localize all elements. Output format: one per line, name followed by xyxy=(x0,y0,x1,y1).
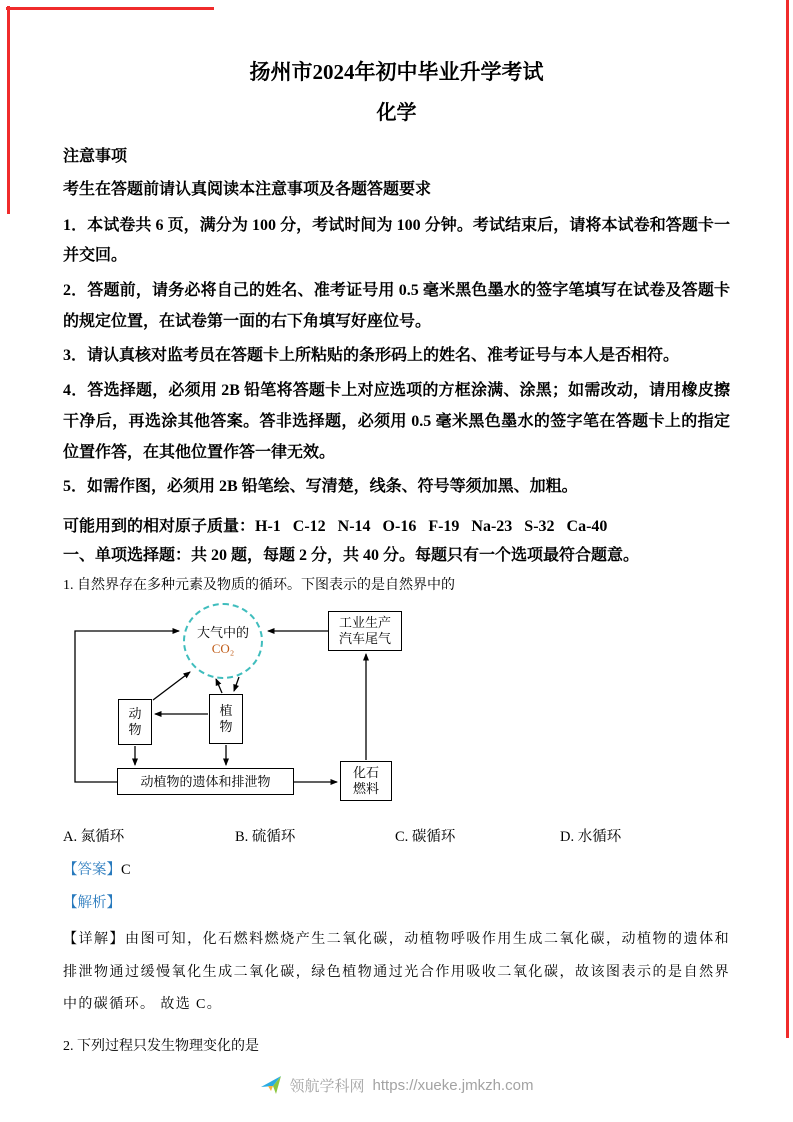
fossil-fuel-node xyxy=(340,761,392,801)
question-1-options xyxy=(63,825,730,846)
co2-formula: CO₂ xyxy=(211,641,235,657)
atmosphere-label: 大气中的 xyxy=(196,625,249,641)
analysis-line xyxy=(63,891,730,912)
carbon-cycle-diagram xyxy=(63,601,425,815)
industry-label-line1: 工业生产 xyxy=(338,614,391,630)
atmosphere-co2-node xyxy=(183,603,263,679)
option-d: D. 水循环 xyxy=(560,829,622,846)
plant-label-line1: 植 xyxy=(219,702,233,718)
notice-item-3: 3．请认真核对监考员在答题卡上所粘贴的条形码上的姓名、准考证号与本人是否相符。 xyxy=(63,347,680,365)
fossil-label-line1: 化石 xyxy=(352,764,379,780)
notice-item-5: 5．如需作图，必须用 2B 铅笔绘、写清楚，线条、符号等须加黑、加粗。 xyxy=(63,478,578,496)
industry-label-line2: 汽车尾气 xyxy=(338,631,391,647)
notice-heading: 注意事项 xyxy=(63,148,128,165)
notice-intro: 考生在答题前请认真阅读本注意事项及各题答题要求 xyxy=(63,180,432,198)
exam-subject: 化学 xyxy=(376,102,417,124)
animal-label-line1: 动 xyxy=(128,705,142,721)
section-one-heading: 一、单项选择题：共 20 题，每题 2 分，共 40 分。每题只有一个选项最符合题意。 xyxy=(63,547,640,565)
answer-value: C xyxy=(121,862,131,879)
question-1-stem: 1. 自然界存在多种元素及物质的循环。下图表示的是自然界中的 xyxy=(63,578,455,594)
site-logo-icon xyxy=(260,1074,282,1096)
detail-explanation xyxy=(63,924,730,1021)
option-a: A. 氮循环 xyxy=(63,829,125,846)
detail-text: 【详解】由图可知，化石燃料燃烧产生二氧化碳，动植物呼吸作用生成二氧化碳，动植物的遗体和排泄物通过缓慢氧化生成二氧化碳，绿色植物通过光合作用吸收二氧化碳，故该图表示的是自然界中的碳循环。 xyxy=(63,932,730,1012)
fossil-label-line2: 燃料 xyxy=(352,781,379,797)
plant-label-line2: 物 xyxy=(219,719,233,735)
notice-item-1: 1．本试卷共 6 页，满分为 100 分，考试时间为 100 分钟。考试结束后，请将本试卷和答题卡一并交回。 xyxy=(63,216,730,265)
notice-item-4: 4．答选择题，必须用 2B 铅笔将答题卡上对应选项的方框涂满、涂黑；如需改动，请用橡皮擦干净后，再选涂其他答案。答非选择题，必须用 0.5 毫米黑色墨水的签字笔在答题卡上的指定位置作答，在其他位置作答一律无效。 xyxy=(63,382,730,461)
option-c: C. 碳循环 xyxy=(395,829,456,846)
watermark-footer xyxy=(0,1074,793,1096)
atomic-mass-line: 可能用到的相对原子质量：H-1 C-12 N-14 O-16 F-19 Na-23 S-32 Ca-40 xyxy=(63,518,608,536)
industry-exhaust-node xyxy=(328,611,402,651)
scan-border-top xyxy=(6,7,214,10)
option-b: B. 硫循环 xyxy=(235,829,296,846)
footer-site-name: 领航学科网 xyxy=(289,1077,365,1095)
answer-tag: 【答案】 xyxy=(63,862,121,879)
notice-item-2: 2．答题前，请务必将自己的姓名、准考证号用 0.5 毫米黑色墨水的签字笔填写在试卷及答题卡的规定位置，在试卷第一面的右下角填写好座位号。 xyxy=(63,282,730,330)
detail-conclusion: 故选 C。 xyxy=(160,996,223,1012)
animal-label-line2: 物 xyxy=(128,722,142,738)
question-2-stem: 2. 下列过程只发生物理变化的是 xyxy=(63,1039,259,1055)
document-content xyxy=(0,56,793,1055)
answer-line xyxy=(63,858,730,879)
footer-url[interactable]: https://xueke.jmkzh.com xyxy=(372,1076,534,1094)
analysis-tag: 【解析】 xyxy=(63,895,121,912)
animal-node xyxy=(118,699,152,745)
remains-node: 动植物的遗体和排泄物 xyxy=(117,768,294,795)
exam-title: 扬州市2024年初中毕业升学考试 xyxy=(249,60,544,84)
plant-node xyxy=(209,694,243,744)
